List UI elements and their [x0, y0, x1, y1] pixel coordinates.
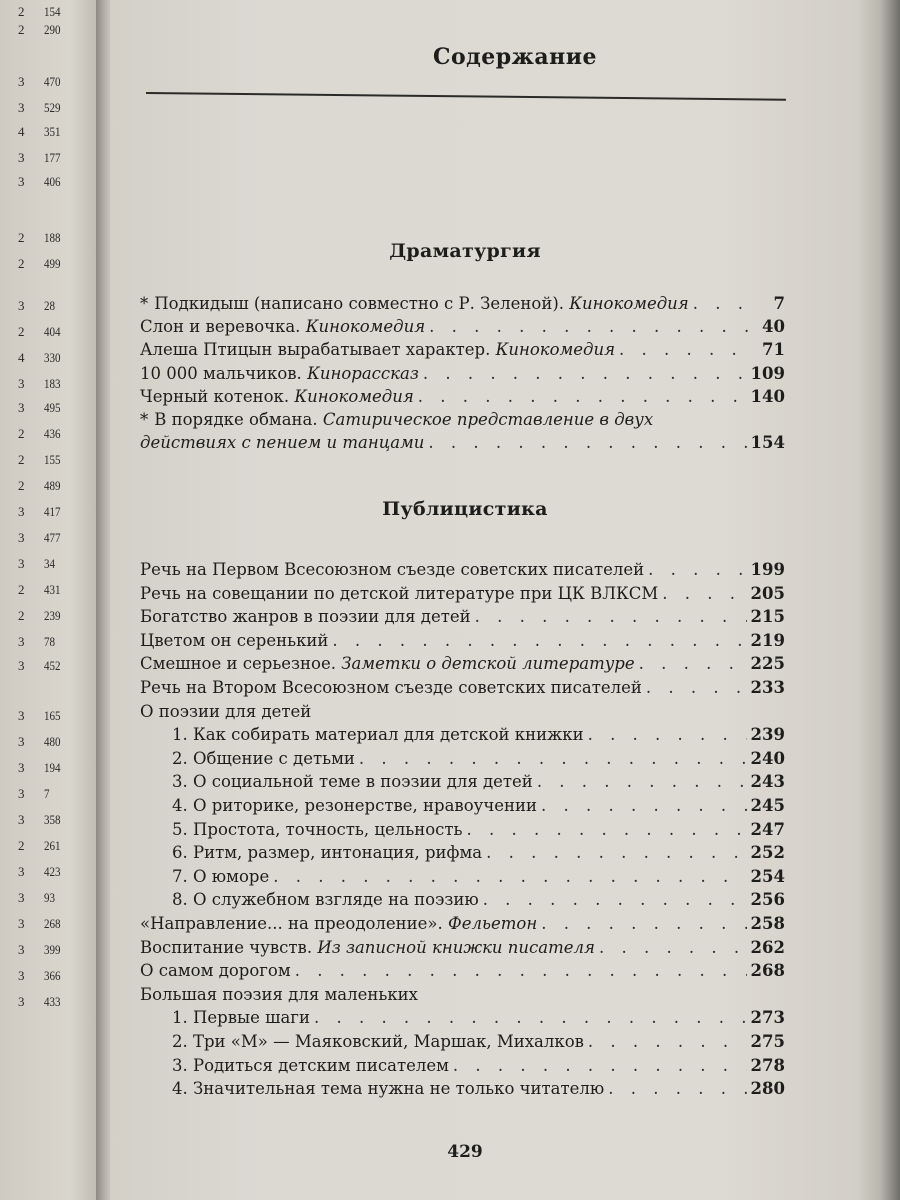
toc-entry-title	[140, 582, 658, 606]
dot-leader	[608, 1077, 746, 1101]
left-page-ref: 188	[44, 230, 61, 245]
toc-entry-title	[172, 1030, 584, 1054]
toc-entry-title	[140, 912, 537, 936]
left-page-number-row	[18, 504, 78, 522]
left-page-ref: 7	[44, 786, 50, 801]
toc-entry-page: 40	[762, 317, 785, 337]
toc-entry-text: Речь на Первом Всесоюзном съезде советских писателей	[140, 560, 645, 579]
toc-entry-genre: Сатирическое представление в двух	[322, 410, 654, 429]
section-title-publicistics: Публицистика	[382, 498, 548, 520]
left-page-number-row	[18, 298, 78, 316]
toc-entry	[140, 912, 785, 936]
left-page-ref: 78	[44, 634, 56, 649]
left-page-count: 4	[18, 350, 25, 365]
toc-entry-genre: Кинокомедия	[495, 340, 616, 360]
left-page-count: 3	[18, 150, 25, 165]
left-page-ref: 477	[44, 530, 61, 545]
left-page-count: 3	[18, 298, 25, 313]
dot-leader	[541, 794, 747, 818]
left-page-count: 3	[18, 100, 25, 115]
dot-leader	[537, 770, 747, 794]
left-page-ref: 529	[44, 100, 61, 115]
toc-entry-page: 247	[750, 819, 785, 839]
left-page-number-row	[18, 174, 78, 192]
toc-entry-title	[140, 362, 419, 386]
toc-entry-page: 254	[750, 866, 785, 886]
left-page-count: 3	[18, 658, 25, 673]
toc-entry-title	[172, 1006, 310, 1030]
left-page-ref: 290	[44, 22, 61, 37]
toc-entry-title	[140, 936, 595, 960]
toc-entry-title	[140, 652, 635, 676]
toc-entry	[140, 1054, 785, 1078]
left-page-count: 3	[18, 504, 25, 519]
toc-entry-text: 6. Ритм, размер, интонация, рифма	[172, 843, 483, 863]
left-page-ref: 423	[44, 864, 61, 879]
left-page-count: 3	[18, 812, 25, 827]
toc-entry-text: Подкидыш (написано совместно с Р. Зеленой).	[154, 294, 565, 313]
toc-entry	[140, 700, 785, 724]
left-page-ref: 499	[44, 256, 61, 271]
page-edge-shadow	[860, 0, 900, 1200]
left-page-ref: 366	[44, 968, 61, 983]
dot-leader	[662, 582, 746, 606]
page-title: Содержание	[432, 44, 598, 70]
left-page-number-row	[18, 256, 78, 274]
toc-entry-text: Большая поэзия для маленьких	[140, 984, 418, 1004]
toc-entry-genre: Фельетон	[448, 914, 538, 933]
toc-entry-text: 3. О социальной теме в поэзии для детей	[172, 772, 533, 792]
toc-entry-text: Черный котенок.	[140, 386, 290, 406]
toc-entry-text: Воспитание чувств.	[140, 937, 313, 957]
dot-leader	[273, 865, 746, 889]
toc-entry-text: 5. Простота, точность, цельность	[172, 819, 463, 839]
toc-entry	[140, 385, 785, 409]
toc-entry	[140, 1030, 785, 1054]
left-page-ref: 452	[44, 658, 61, 673]
toc-entry-page: 240	[750, 748, 785, 768]
left-page-number-row	[18, 658, 78, 676]
toc-entry	[140, 582, 785, 606]
left-page-count: 3	[18, 942, 25, 957]
toc-entry-title	[172, 1054, 449, 1078]
left-page-ref: 489	[44, 478, 61, 493]
left-page-ref: 351	[44, 124, 61, 139]
left-page-count: 3	[18, 376, 25, 391]
left-page-number-row	[18, 582, 78, 600]
toc-entry-text: Речь на Втором Всесоюзном съезде советских писателей	[140, 678, 642, 697]
dot-leader	[483, 888, 747, 912]
toc-entry-genre: Кинокомедия	[305, 317, 426, 337]
toc-entry-text: Богатство жанров в поэзии для детей	[140, 607, 471, 627]
left-page-ref: 155	[44, 452, 61, 467]
toc-entry-text: О самом дорогом	[140, 961, 291, 981]
toc-entry-page: 154	[750, 433, 785, 453]
toc-entry-page: 7	[773, 294, 785, 313]
toc-entry-page: 71	[762, 340, 785, 360]
toc-entry	[140, 1006, 785, 1030]
toc-entry-text: 4. О риторике, резонерстве, нравоучении	[172, 796, 537, 815]
toc-entry-title	[140, 431, 424, 455]
toc-entry	[140, 841, 785, 865]
left-page-count: 2	[18, 608, 25, 623]
toc-entry-text: «Направление... на преодоление».	[140, 914, 443, 933]
toc-entry-title	[140, 385, 414, 409]
left-page-number-row	[18, 400, 78, 418]
toc-entry-title	[172, 723, 584, 747]
left-page-ref: 431	[44, 582, 61, 597]
toc-entry-page: 280	[750, 1079, 785, 1099]
left-page-number-row	[18, 100, 78, 118]
toc-entry	[140, 983, 785, 1007]
dot-leader	[475, 605, 747, 629]
dot-leader	[295, 959, 747, 983]
toc-entry-text: Слон и веревочка.	[140, 317, 301, 337]
toc-entry-genre: Кинорассказ	[307, 363, 419, 383]
toc-content	[140, 0, 790, 1200]
toc-entry-title	[172, 747, 355, 771]
left-page-number-row	[18, 4, 78, 22]
left-page-count: 3	[18, 634, 25, 649]
toc-entry-page: 109	[750, 363, 785, 383]
left-page-number-row	[18, 994, 78, 1012]
toc-entry-title	[172, 770, 533, 794]
left-page-count: 3	[18, 400, 25, 415]
toc-entry	[140, 936, 785, 960]
left-page-count: 4	[18, 124, 25, 139]
dot-leader	[418, 385, 747, 409]
left-page-count: 3	[18, 890, 25, 905]
dot-leader	[486, 841, 746, 865]
toc-entry-page: 268	[750, 961, 785, 981]
toc-entry-page: 140	[750, 386, 785, 406]
left-page-count: 3	[18, 916, 25, 931]
toc-entry-page: 245	[750, 796, 785, 815]
left-page-ref: 183	[44, 376, 61, 391]
toc-entry	[140, 652, 785, 676]
left-page-number-row	[18, 608, 78, 626]
toc-entry	[140, 292, 785, 316]
left-page-count: 3	[18, 174, 25, 189]
left-page-ref: 28	[44, 298, 56, 313]
left-page-number-row	[18, 426, 78, 444]
toc-entry-text: 4. Значительная тема нужна не только читателю	[172, 1079, 605, 1099]
toc-entry	[140, 770, 785, 794]
toc-entry	[140, 865, 785, 889]
left-page-ref: 34	[44, 556, 56, 571]
left-page-ref: 261	[44, 838, 61, 853]
left-page-number-row	[18, 812, 78, 830]
toc-entry	[140, 794, 785, 818]
toc-entry	[140, 959, 785, 983]
left-page-number-row	[18, 916, 78, 934]
toc-entry-title	[172, 794, 537, 818]
toc-entry	[140, 723, 785, 747]
toc-entry-title	[140, 959, 291, 983]
toc-entry-title	[172, 1077, 604, 1101]
toc-entry-page: 215	[750, 607, 785, 627]
toc-entry-page: 256	[750, 890, 785, 910]
left-page-count: 3	[18, 994, 25, 1009]
toc-entry-text: 3. Родиться детским писателем	[172, 1055, 449, 1075]
toc-entry-page: 273	[750, 1008, 785, 1028]
toc-entry-page: 243	[750, 772, 785, 792]
left-page-ref: 433	[44, 994, 61, 1009]
left-page-ref: 417	[44, 504, 61, 519]
asterisk-mark: *	[140, 410, 149, 429]
left-page-ref: 239	[44, 608, 61, 623]
toc-entry-page: 262	[750, 937, 785, 957]
left-page-ref: 470	[44, 74, 61, 89]
left-page-number-row	[18, 150, 78, 168]
left-page-number-row	[18, 230, 78, 248]
toc-entry-genre: Кинокомедия	[294, 386, 414, 406]
left-page-number-row	[18, 760, 78, 778]
toc-entry	[140, 431, 785, 455]
left-page-ref: 399	[44, 942, 61, 957]
toc-entry-page: 205	[750, 583, 785, 603]
left-page-number-row	[18, 890, 78, 908]
page-number: 429	[447, 1142, 483, 1162]
left-page-ref: 480	[44, 734, 61, 749]
left-page-count: 3	[18, 74, 25, 89]
left-page-count: 2	[18, 324, 25, 339]
left-page-number-row	[18, 708, 78, 726]
toc-entry-text: 2. Общение с детьми	[172, 748, 355, 768]
left-page-number-row	[18, 376, 78, 394]
toc-entry-page: 275	[750, 1032, 785, 1051]
toc-entry-title	[140, 408, 653, 432]
toc-entry-text: О поэзии для детей	[140, 701, 312, 721]
toc-entry-title	[140, 983, 418, 1007]
left-page-ref: 358	[44, 812, 61, 827]
left-page-number-row	[18, 350, 78, 368]
toc-entry-text: 1. Первые шаги	[172, 1008, 310, 1028]
toc-entry-page: 233	[750, 678, 785, 697]
toc-entry-text: 7. О юморе	[172, 866, 270, 886]
left-page-ref: 194	[44, 760, 61, 775]
toc-entry	[140, 362, 785, 386]
toc-entry-title	[172, 888, 479, 912]
toc-entry-title	[140, 700, 311, 724]
left-page-number-row	[18, 634, 78, 652]
left-page-count: 3	[18, 530, 25, 545]
section-title-dramaturgy: Драматургия	[389, 240, 541, 262]
dot-leader	[314, 1006, 747, 1030]
left-page-number-row	[18, 556, 78, 574]
dot-leader	[428, 431, 746, 455]
left-page-ref: 330	[44, 350, 61, 365]
left-page-count: 3	[18, 864, 25, 879]
toc-entry-page: 225	[750, 654, 785, 674]
left-page-number-row	[18, 22, 78, 40]
left-page-count: 3	[18, 734, 25, 749]
toc-entry	[140, 1077, 785, 1101]
toc-entry-text: В порядке обмана.	[154, 410, 318, 429]
toc-entry	[140, 676, 785, 700]
toc-entry	[140, 558, 785, 582]
asterisk-mark: *	[140, 294, 149, 313]
left-page-count: 3	[18, 786, 25, 801]
left-page-number-row	[18, 478, 78, 496]
toc-entry	[140, 747, 785, 771]
toc-entry-page: 219	[750, 630, 785, 650]
toc-entry-text: Алеша Птицын вырабатывает характер.	[140, 340, 491, 360]
toc-entry	[140, 818, 785, 842]
dot-leader	[332, 629, 746, 653]
dot-leader	[648, 558, 746, 582]
dot-leader	[429, 315, 753, 339]
toc-entry-title	[140, 676, 642, 700]
toc-entry-page: 239	[750, 725, 785, 745]
left-page-count: 3	[18, 708, 25, 723]
dot-leader	[359, 747, 747, 771]
toc-entry-title	[140, 315, 425, 339]
toc-entry-page: 252	[750, 843, 785, 863]
toc-entry-text: 2. Три «М» — Маяковский, Маршак, Михалков	[172, 1032, 584, 1051]
left-page-count: 2	[18, 838, 25, 853]
dot-leader	[646, 676, 747, 700]
toc-entry-title	[140, 338, 615, 362]
left-page-number-row	[18, 74, 78, 92]
dot-leader	[453, 1054, 747, 1078]
left-page-count: 2	[18, 426, 25, 441]
dot-leader	[467, 818, 747, 842]
toc-entry-title	[140, 629, 328, 653]
left-page-ref: 177	[44, 150, 61, 165]
dot-leader	[599, 936, 747, 960]
toc-entry-text: 1. Как собирать материал для детской книжки	[172, 725, 584, 745]
toc-entry-page: 199	[750, 560, 785, 579]
toc-entry-page: 258	[750, 914, 785, 933]
left-page-ref: 436	[44, 426, 61, 441]
toc-entry-text: Смешное и серьезное.	[140, 654, 337, 674]
left-page-number-row	[18, 452, 78, 470]
dot-leader	[693, 292, 753, 316]
toc-entry-title	[140, 605, 471, 629]
left-page-count: 2	[18, 22, 25, 37]
toc-entry-genre: Заметки о детской литературе	[341, 654, 635, 674]
left-page-number-row	[18, 530, 78, 548]
toc-entry-text: Речь на совещании по детской литературе при ЦК ВЛКСМ	[140, 583, 659, 603]
left-page-count: 2	[18, 582, 25, 597]
toc-entry-text: Цветом он серенький	[140, 630, 329, 650]
left-page-ref: 165	[44, 708, 61, 723]
left-page-count: 2	[18, 478, 25, 493]
toc-entry	[140, 629, 785, 653]
left-page-number-row	[18, 786, 78, 804]
toc-entry	[140, 408, 785, 432]
left-page-number-row	[18, 734, 78, 752]
toc-entry-title	[140, 292, 689, 316]
left-page-count: 3	[18, 760, 25, 775]
toc-entry-text: 8. О служебном взгляде на поэзию	[172, 890, 479, 910]
dot-leader	[588, 723, 747, 747]
left-page-count: 2	[18, 452, 25, 467]
left-page	[0, 0, 100, 1200]
left-page-ref: 404	[44, 324, 61, 339]
toc-entry-title	[172, 865, 269, 889]
toc-entry-genre: Кинокомедия	[569, 294, 689, 313]
left-page-number-row	[18, 968, 78, 986]
dot-leader	[541, 912, 746, 936]
toc-entry	[140, 888, 785, 912]
left-page-count: 2	[18, 256, 25, 271]
toc-entry-title	[172, 818, 463, 842]
toc-entry-genre: действиях с пением и танцами	[140, 433, 425, 453]
left-page-ref: 406	[44, 174, 61, 189]
left-page-number-row	[18, 942, 78, 960]
left-page-ref: 93	[44, 890, 56, 905]
toc-entry-genre: Из записной книжки писателя	[317, 937, 595, 957]
dot-leader	[639, 652, 747, 676]
dot-leader	[619, 338, 753, 362]
left-page-count: 3	[18, 968, 25, 983]
left-page-ref: 495	[44, 400, 61, 415]
left-page-number-row	[18, 838, 78, 856]
toc-entry-title	[172, 841, 482, 865]
left-page-count: 3	[18, 556, 25, 571]
toc-entry-text: 10 000 мальчиков.	[140, 363, 302, 383]
left-page-ref: 268	[44, 916, 61, 931]
dot-leader	[423, 362, 747, 386]
left-page-count: 2	[18, 230, 25, 245]
left-page-ref: 154	[44, 4, 61, 19]
left-page-number-row	[18, 124, 78, 142]
toc-entry-page: 278	[750, 1055, 785, 1075]
toc-entry-title	[140, 558, 644, 582]
dot-leader	[588, 1030, 747, 1054]
toc-entry	[140, 605, 785, 629]
title-rule	[146, 92, 786, 101]
toc-entry	[140, 315, 785, 339]
left-page-count: 2	[18, 4, 25, 19]
left-page-number-row	[18, 324, 78, 342]
left-page-number-row	[18, 864, 78, 882]
toc-entry	[140, 338, 785, 362]
